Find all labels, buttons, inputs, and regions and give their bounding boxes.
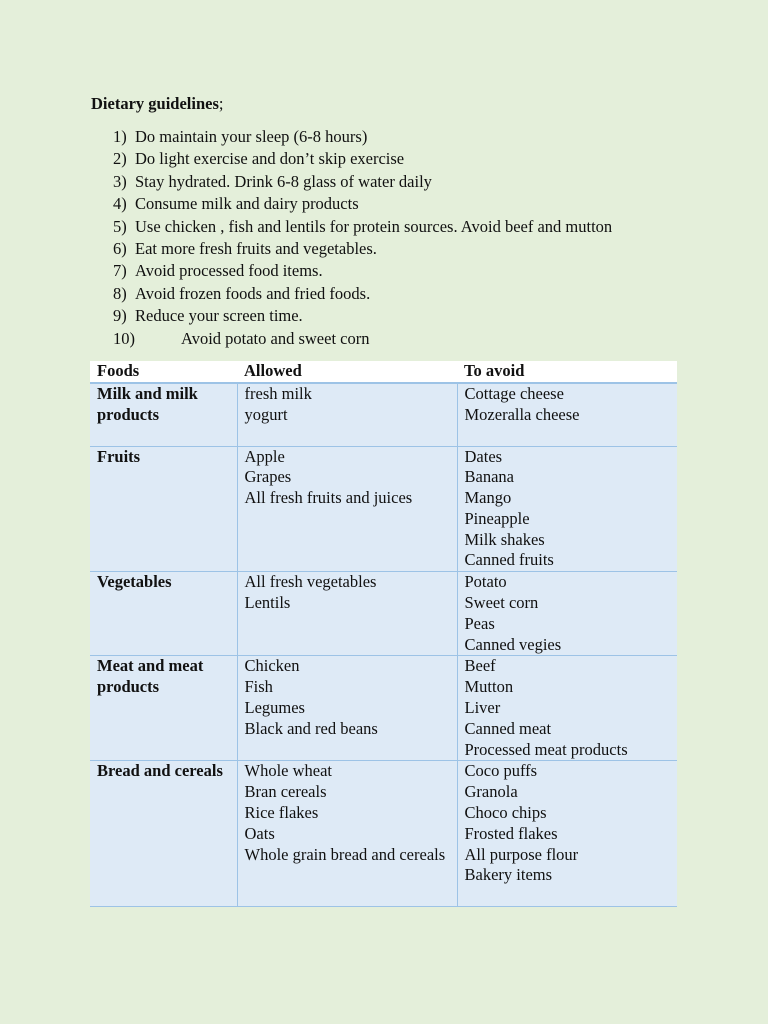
guideline-item — [113, 217, 612, 239]
guideline-item — [113, 284, 612, 306]
guideline-item — [113, 306, 612, 328]
guideline-number: 4) — [113, 194, 127, 214]
allowed-item: Rice flakes — [244, 803, 319, 823]
guideline-item — [113, 329, 612, 351]
food-category: Meat and meat products — [90, 656, 237, 761]
avoid-item: Canned fruits — [464, 550, 554, 570]
avoid-foods — [457, 383, 677, 446]
guideline-number: 1) — [113, 127, 127, 146]
avoid-item: Processed meat products — [464, 739, 628, 759]
guideline-text: Reduce your screen time. — [135, 306, 303, 326]
table-row — [90, 572, 677, 656]
guideline-item — [113, 194, 612, 216]
header-allowed: Allowed — [237, 361, 457, 383]
guideline-item — [113, 239, 612, 261]
avoid-foods — [457, 761, 677, 907]
avoid-item: Choco chips — [464, 803, 547, 823]
avoid-item: Mango — [464, 488, 512, 508]
allowed-item: yogurt — [244, 404, 288, 424]
avoid-item: Peas — [464, 613, 495, 633]
avoid-foods — [457, 572, 677, 656]
avoid-item: Beef — [464, 656, 496, 676]
table-row — [90, 656, 677, 761]
food-category: Milk and milk products — [90, 383, 237, 446]
avoid-foods — [457, 446, 677, 572]
guideline-text: Consume milk and dairy products — [135, 194, 359, 214]
guideline-item — [113, 149, 612, 171]
guideline-text: Stay hydrated. Drink 6-8 glass of water daily — [135, 171, 432, 191]
avoid-item: Cottage cheese — [464, 384, 564, 403]
allowed-item: Black and red beans — [244, 718, 378, 738]
allowed-item: Fish — [244, 677, 273, 697]
guideline-item — [113, 172, 612, 194]
guideline-number: 7) — [113, 261, 127, 281]
table-row — [90, 446, 677, 572]
guideline-number: 3) — [113, 171, 127, 191]
foods-table — [90, 361, 677, 907]
avoid-item: Canned vegies — [464, 634, 562, 654]
guideline-item — [113, 261, 612, 283]
avoid-item: Coco puffs — [464, 761, 538, 781]
avoid-item: Mutton — [464, 677, 514, 697]
allowed-item: All fresh vegetables — [244, 572, 377, 592]
page-title — [91, 94, 223, 114]
guideline-number: 6) — [113, 238, 127, 258]
header-foods: Foods — [90, 361, 237, 383]
table-row — [90, 761, 677, 907]
allowed-item: Lentils — [244, 593, 291, 613]
allowed-item: Legumes — [244, 698, 305, 718]
avoid-item: Liver — [464, 698, 501, 718]
page-title-bold: Dietary guidelines — [91, 94, 219, 113]
guideline-number: 8) — [113, 283, 127, 303]
food-category: Bread and cereals — [90, 761, 237, 907]
table-row — [90, 383, 677, 446]
avoid-item: Banana — [464, 467, 514, 487]
header-to-avoid: To avoid — [457, 361, 677, 383]
avoid-item: Dates — [464, 446, 503, 466]
guideline-text: Eat more fresh fruits and vegetables. — [135, 238, 377, 258]
avoid-item: Granola — [464, 782, 518, 802]
guideline-item — [113, 127, 612, 149]
guideline-text: Avoid frozen foods and fried foods. — [135, 283, 371, 303]
allowed-foods — [237, 383, 457, 446]
allowed-item: Chicken — [244, 656, 300, 676]
guidelines-list — [113, 127, 612, 351]
guideline-text: Use chicken , fish and lentils for protein sources. Avoid beef and mutton — [135, 216, 613, 236]
avoid-foods — [457, 656, 677, 761]
avoid-item: Mozeralla cheese — [464, 404, 580, 424]
allowed-item: Grapes — [244, 467, 292, 487]
guideline-number: 5) — [113, 216, 127, 236]
allowed-foods — [237, 572, 457, 656]
guideline-number: 9) — [113, 306, 127, 326]
guideline-text: Do light exercise and don’t skip exercise — [135, 149, 405, 169]
food-category: Vegetables — [90, 572, 237, 656]
avoid-item: Frosted flakes — [464, 823, 558, 843]
allowed-foods — [237, 446, 457, 572]
food-category: Fruits — [90, 446, 237, 572]
avoid-item: Bakery items — [464, 865, 553, 885]
avoid-item: Potato — [464, 572, 507, 592]
avoid-item: Sweet corn — [464, 593, 539, 613]
allowed-item: Whole grain bread and cereals — [244, 844, 446, 864]
guideline-number: 10) — [113, 328, 135, 348]
avoid-item: Canned meat — [464, 718, 552, 738]
allowed-foods — [237, 656, 457, 761]
allowed-item: Apple — [244, 446, 285, 466]
guideline-text: Avoid processed food items. — [135, 261, 323, 281]
guideline-text: Do maintain your sleep (6-8 hours) — [135, 127, 368, 146]
allowed-foods — [237, 761, 457, 907]
allowed-item: Whole wheat — [244, 761, 333, 781]
page-title-suffix: ; — [218, 94, 224, 113]
guideline-number: 2) — [113, 149, 127, 169]
guideline-text: Avoid potato and sweet corn — [181, 328, 370, 348]
avoid-item: All purpose flour — [464, 844, 579, 864]
allowed-item: Bran cereals — [244, 782, 327, 802]
table-header-row — [90, 361, 677, 383]
avoid-item: Milk shakes — [464, 529, 545, 549]
allowed-item: fresh milk — [244, 384, 312, 403]
allowed-item: Oats — [244, 823, 275, 843]
allowed-item: All fresh fruits and juices — [244, 488, 413, 508]
avoid-item: Pineapple — [464, 508, 530, 528]
